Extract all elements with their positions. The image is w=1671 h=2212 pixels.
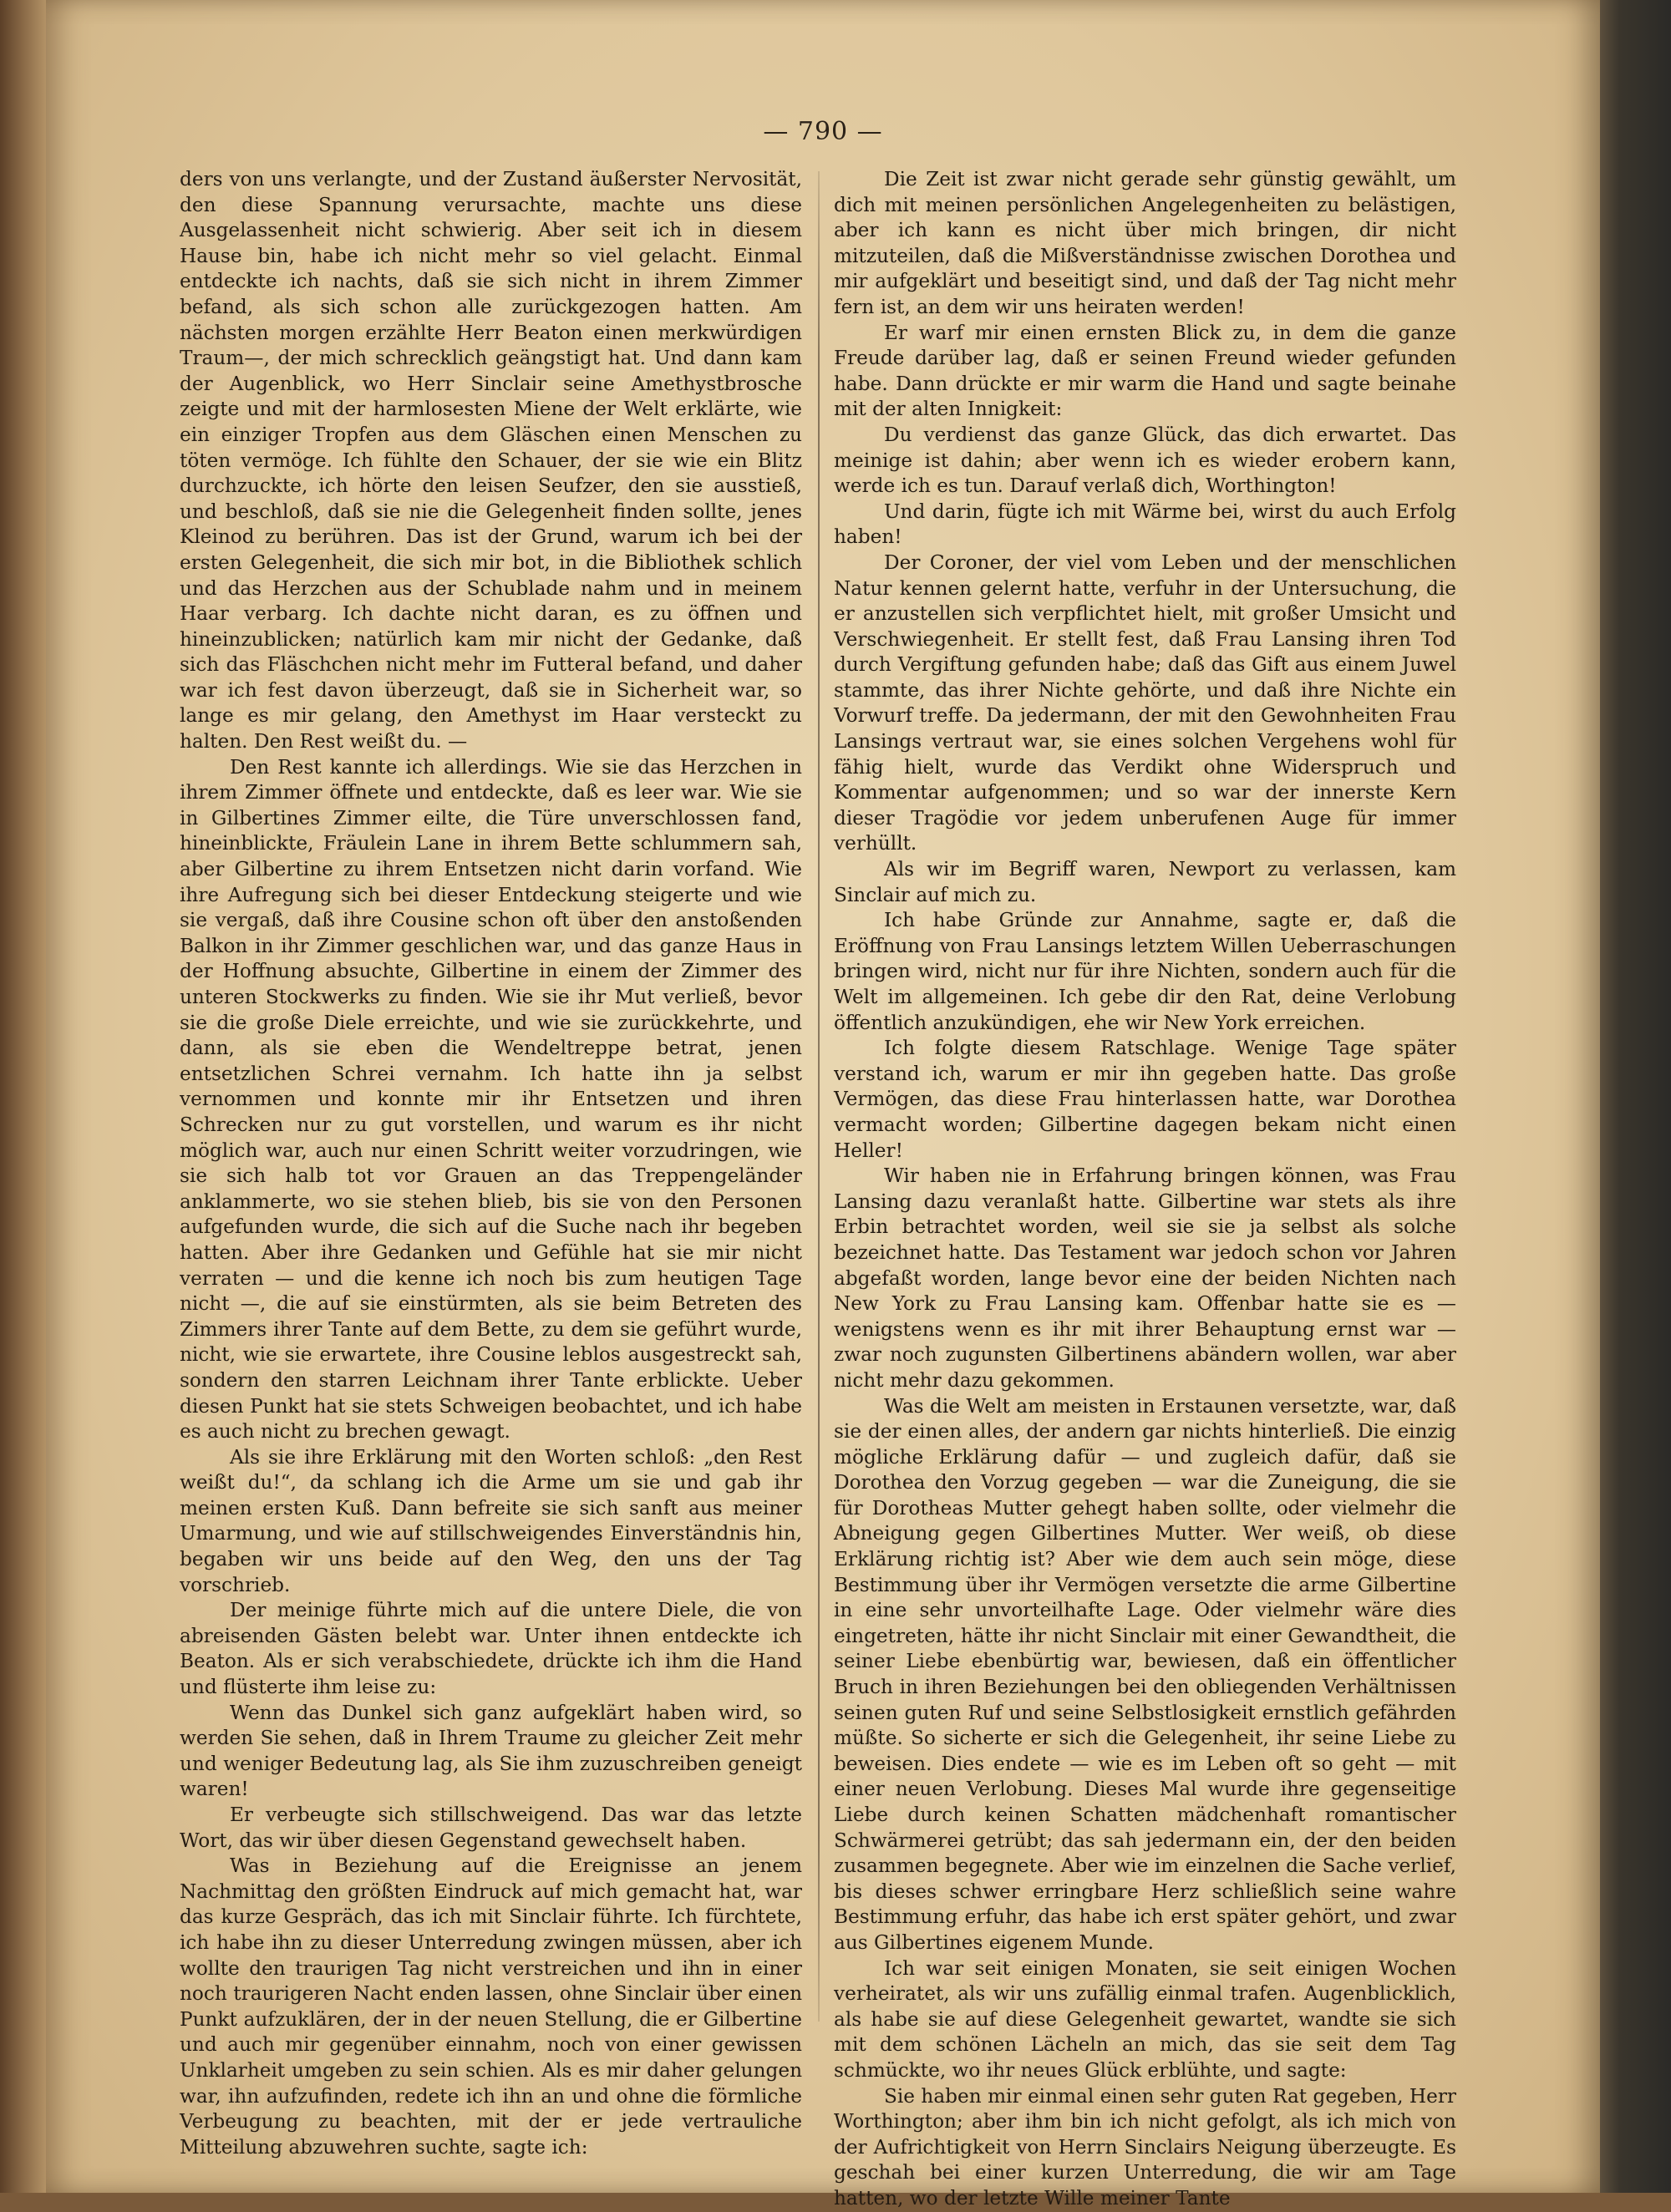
paragraph: Ich folgte diesem Ratschlage. Wenige Tage später verstand ich, warum er mir ihn gegeben hatte. Das große Vermögen, das diese Frau hinterlassen hatte, war Dorothea vermacht worden; Gilbertine dagegen bekam nicht einen Heller! [834, 1037, 1456, 1162]
paragraph: Sie haben mir einmal einen sehr guten Rat gegeben, Herr Worthington; aber ihm bin ich nicht gefolgt, als ich mich von der Aufrichtigkeit von Herrn Sinclairs Neigung überzeugte. Es geschah bei einer kurzen Unterredung, die wir am Tage hatten, wo der letzte Wille meiner Tante [834, 2084, 1456, 2209]
paragraph: Als sie ihre Erklärung mit den Worten schloß: „den Rest weißt du!“, da schlang ich die Arme um sie und gab ihr meinen ersten Kuß. Dann befreite sie sich sanft aus meiner Umarmung, und wie auf stillschweigendes Einverständnis hin, begaben wir uns beide auf den Weg, den uns der Tag vorschrieb. [180, 1445, 802, 1596]
text-column-right [834, 167, 1456, 2209]
page-number: — 790 — [763, 117, 883, 146]
paragraph: Ich war seit einigen Monaten, sie seit einigen Wochen verheiratet, als wir uns zufällig einmal trafen. Augenblicklich, als habe sie auf diese Gelegenheit gewartet, wandte sie sich mit dem schönen Lächeln an mich, das sie seit dem Tag schmückte, wo ihr neues Glück erblühte, und sagte: [834, 1956, 1456, 2082]
paragraph: Als wir im Begriff waren, Newport zu verlassen, kam Sinclair auf mich zu. [834, 858, 1456, 906]
paragraph: Wir haben nie in Erfahrung bringen können, was Frau Lansing dazu veranlaßt hatte. Gilbertine war stets als ihre Erbin betrachtet worden, weil sie sie ja selbst als solche bezeichnet hatte. Das Testament war jedoch schon vor Jahren abgefaßt worden, lange bevor eine der beiden Nichten nach New York zu Frau Lansing kam. Offenbar hatte sie es — wenigstens wenn es ihr mit ihrer Behauptung ernst war — zwar noch zugunsten Gilbertinens abändern wollen, war aber nicht mehr dazu gekommen. [834, 1164, 1456, 1392]
paragraph: Wenn das Dunkel sich ganz aufgeklärt haben wird, so werden Sie sehen, daß in Ihrem Traume zu gleicher Zeit mehr und weniger Bedeutung lag, als Sie ihm zuzuschreiben geneigt waren! [180, 1701, 802, 1801]
paragraph: Der meinige führte mich auf die untere Diele, die von abreisenden Gästen belebt war. Unter ihnen entdeckte ich Beaton. Als er sich verabschiedete, drückte ich ihm die Hand und flüsterte ihm leise zu: [180, 1599, 802, 1699]
paragraph: ders von uns verlangte, und der Zustand äußerster Nervosität, den diese Spannung verursachte, machte uns diese Ausgelassenheit nicht schwierig. Aber seit ich in diesem Hause bin, habe ich nicht mehr so viel gelacht. Einmal entdeckte ich nachts, daß sie sich nicht in ihrem Zimmer befand, als sich schon alle zurückgezogen hatten. Am nächsten morgen erzählte Herr Beaton einen merkwürdigen Traum—, der mich schrecklich geängstigt hat. Und dann kam der Augenblick, wo Herr Sinclair seine Amethystbrosche zeigte und mit der harmlosesten Miene der Welt erklärte, wie ein einziger Tropfen aus dem Gläschen einen Menschen zu töten vermöge. Ich fühlte den Schauer, der sie wie ein Blitz durchzuckte, ich hörte den leisen Seufzer, den sie ausstieß, und beschloß, daß sie nie die Gelegenheit finden sollte, jenes Kleinod zu berühren. Das ist der Grund, warum ich bei der ersten Gelegenheit, die sich mir bot, in die Bibliothek schlich und das Herzchen aus der Schublade nahm und in meinem Haar verbarg. Ich dachte nicht daran, es zu öffnen und hineinzublicken; natürlich kam mir nicht der Gedanke, daß sich das Fläschchen nicht mehr im Futteral befand, und daher war ich fest davon überzeugt, daß sie in Sicherheit war, so lange es mir gelang, den Amethyst im Haar versteckt zu halten. Den Rest weißt du. — [180, 168, 802, 753]
paragraph: Der Coroner, der viel vom Leben und der menschlichen Natur kennen gelernt hatte, verfuhr in der Untersuchung, die er anzustellen sich verpflichtet hielt, mit großer Umsicht und Verschwiegenheit. Er stellt fest, daß Frau Lansing ihren Tod durch Vergiftung gefunden habe; daß das Gift aus einem Juwel stammte, das ihrer Nichte gehörte, und daß ihre Nichte ein Vorwurf treffe. Da jedermann, der mit den Gewohnheiten Frau Lansings vertraut war, sie eines solchen Vergehens wohl für fähig hielt, wurde das Verdikt ohne Widerspruch und Kommentar aufgenommen; und so war der innerste Kern dieser Tragödie vor jedem unberufenen Auge für immer verhüllt. [834, 550, 1456, 855]
paragraph: Ich habe Gründe zur Annahme, sagte er, daß die Eröffnung von Frau Lansings letztem Willen Ueberraschungen bringen wird, nicht nur für ihre Nichten, sondern auch für die Welt im allgemeinen. Ich gebe dir den Rat, deine Verlobung öffentlich anzukündigen, ehe wir New York erreichen. [834, 909, 1456, 1034]
paragraph: Was die Welt am meisten in Erstaunen versetzte, war, daß sie der einen alles, der andern gar nichts hinterließ. Die einzig mögliche Erklärung dafür — und zugleich dafür, daß sie Dorothea den Vorzug gegeben — war die Zuneigung, die sie für Dorotheas Mutter gehegt haben sollte, oder vielmehr die Abneigung gegen Gilbertines Mutter. Wer weiß, ob diese Erklärung richtig ist? Aber wie dem auch sein möge, diese Bestimmung über ihr Vermögen versetzte die arme Gilbertine in eine sehr unvorteilhafte Lage. Oder vielmehr wäre dies eingetreten, hätte ihr nicht Sinclair mit einer Gewandtheit, die seiner Liebe ebenbürtig war, bewiesen, daß ein öffentlicher Bruch in ihren Beziehungen bei den obliegenden Verhältnissen seinen guten Ruf und seine Selbstlosigkeit ernstlich gefährden müßte. So sicherte er sich die Gelegenheit, ihr seine Liebe zu beweisen. Dies endete — wie es im Leben oft so geht — mit einer neuen Verlobung. Dieses Mal wurde ihre gegenseitige Liebe durch keinen Schatten mädchenhaft romantischer Schwärmerei getrübt; das sah jedermann ein, der den beiden zusammen begegnete. Aber wie im einzelnen die Sache verlief, bis dieses schwer erringbare Herz schließlich seine wahre Bestimmung erfuhr, das habe ich erst später gehört, und zwar aus Gilbertines eigenem Munde. [834, 1394, 1456, 1954]
paragraph: Die Zeit ist zwar nicht gerade sehr günstig gewählt, um dich mit meinen persönlichen Angelegenheiten zu belästigen, aber ich kann es nicht über mich bringen, dir nicht mitzuteilen, daß die Mißverständnisse zwischen Dorothea und mir aufgeklärt und beseitigt sind, und daß der Tag nicht mehr fern ist, an dem wir uns heiraten werden! [834, 168, 1456, 318]
paragraph: Du verdienst das ganze Glück, das dich erwartet. Das meinige ist dahin; aber wenn ich es wieder erobern kann, werde ich es tun. Darauf verlaß dich, Worthington! [834, 423, 1456, 498]
book-edge-right [1592, 0, 1671, 2193]
paragraph: Den Rest kannte ich allerdings. Wie sie das Herzchen in ihrem Zimmer öffnete und entdeckte, daß es leer war. Wie sie in Gilbertines Zimmer eilte, die Türe unverschlossen fand, hineinblickte, Fräulein Lane in ihrem Bette schlummern sah, aber Gilbertine zu ihrem Entsetzen nicht darin vorfand. Wie ihre Aufregung sich bei dieser Entdeckung steigerte und wie sie vergaß, daß ihre Cousine schon oft über den anstoßenden Balkon in ihr Zimmer geschlichen war, und das ganze Haus in der Hoffnung absuchte, Gilbertine in einem der Zimmer des unteren Stockwerks zu finden. Wie sie ihr Mut verließ, bevor sie die große Diele erreichte, und wie sie zurückkehrte, und dann, als sie eben die Wendeltreppe betrat, jenen entsetzlichen Schrei vernahm. Ich hatte ihn ja selbst vernommen und konnte mir ihr Entsetzen und ihren Schrecken nur zu gut vorstellen, und warum es ihr nicht möglich war, auch nur einen Schritt weiter vorzudringen, wie sie sich halb tot vor Grauen an das Treppengeländer anklammerte, wo sie stehen blieb, bis sie von den Personen aufgefunden wurde, die sich auf die Suche nach ihr begeben hatten. Aber ihre Gedanken und Gefühle hat sie mir nicht verraten — und die kenne ich noch bis zum heutigen Tage nicht —, die auf sie einstürmten, als sie beim Betreten des Zimmers ihrer Tante auf dem Bette, zu dem sie geführt wurde, nicht, wie sie erwartete, ihre Cousine leblos ausgestreckt sah, sondern den starren Leichnam ihrer Tante erblickte. Ueber diesen Punkt hat sie stets Schweigen beobachtet, und ich habe es auch nicht zu brechen gewagt. [180, 755, 802, 1443]
column-divider [818, 171, 820, 2022]
text-column-left [180, 167, 802, 2159]
paragraph: Was in Beziehung auf die Ereignisse an jenem Nachmittag den größten Eindruck auf mich gemacht hat, war das kurze Gespräch, das ich mit Sinclair führte. Ich fürchtete, ich habe ihn zu dieser Unterredung zwingen müssen, aber ich wollte den traurigen Tag nicht verstreichen und ihn in einer noch traurigeren Nacht enden lassen, ohne Sinclair über einen Punkt aufzuklären, der in der neuen Stellung, die er Gilbertine und auch mir gegenüber einnahm, noch von einer gewissen Unklarheit umgeben zu sein schien. Als es mir daher gelungen war, ihn aufzufinden, redete ich ihn an und ohne die förmliche Verbeugung zu beachten, mit der er jede vertrauliche Mitteilung abzuwehren suchte, sagte ich: [180, 1854, 802, 2159]
paragraph: Und darin, fügte ich mit Wärme bei, wirst du auch Erfolg haben! [834, 500, 1456, 549]
paragraph: Er verbeugte sich stillschweigend. Das war das letzte Wort, das wir über diesen Gegenstand gewechselt haben. [180, 1804, 802, 1852]
paragraph: Er warf mir einen ernsten Blick zu, in dem die ganze Freude darüber lag, daß er seinen Freund wieder gefunden habe. Dann drückte er mir warm die Hand und sagte beinahe mit der alten Innigkeit: [834, 321, 1456, 421]
